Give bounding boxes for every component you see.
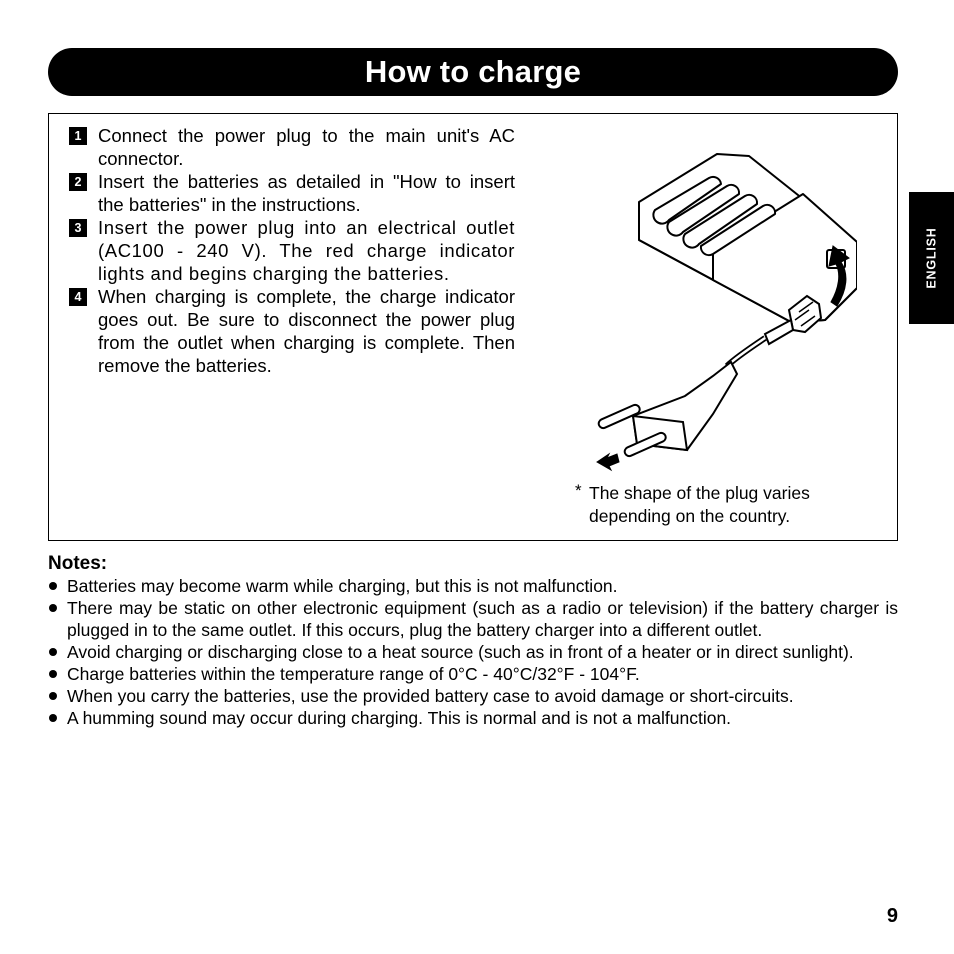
notes-list	[48, 575, 898, 729]
bullet-icon	[49, 692, 57, 700]
note-item	[48, 641, 898, 663]
step-number-badge: 4	[69, 288, 87, 306]
instructions-box	[48, 113, 898, 541]
note-item	[48, 597, 898, 641]
page-title: How to charge	[364, 54, 582, 89]
note-text: There may be static on other electronic equipment (such as a radio or television) if the battery charger is plugged in to the same outlet. If this occurs, plug the battery charger into a different outlet.	[67, 598, 898, 640]
step-2	[69, 170, 515, 216]
note-item	[48, 663, 898, 685]
step-text: Connect the power plug to the main unit's AC connector.	[98, 125, 515, 169]
bullet-icon	[49, 604, 57, 612]
language-tab-label: ENGLISH	[924, 227, 939, 289]
note-text: When you carry the batteries, use the provided battery case to avoid damage or short-circuits.	[67, 686, 794, 706]
notes-heading: Notes:	[48, 553, 108, 574]
step-text: Insert the power plug into an electrical outlet (AC100 - 240 V). The red charge indicator lights and begins charging the batteries.	[98, 217, 515, 284]
page-number: 9	[886, 905, 898, 927]
title-bar	[48, 48, 898, 96]
note-text: Charge batteries within the temperature range of 0°C - 40°C/32°F - 104°F.	[67, 664, 640, 684]
note-item	[48, 707, 898, 729]
footnote-marker: *	[575, 481, 582, 500]
bullet-icon	[49, 648, 57, 656]
step-number-badge: 1	[69, 127, 87, 145]
cord-wire-inner	[727, 338, 765, 366]
step-4	[69, 285, 515, 377]
bullet-icon	[49, 582, 57, 590]
bullet-icon	[49, 670, 57, 678]
language-tab	[909, 192, 954, 324]
note-text: Batteries may become warm while charging, but this is not malfunction.	[67, 576, 618, 596]
charger-unit	[639, 154, 857, 322]
charger-illustration	[537, 150, 857, 480]
step-text: Insert the batteries as detailed in "How to insert the batteries" in the instructions.	[98, 171, 515, 215]
plug-footnote	[575, 482, 875, 528]
cord-strain-relief	[765, 320, 793, 344]
step-3	[69, 216, 515, 285]
note-text: Avoid charging or discharging close to a heat source (such as in front of a heater or in direct sunlight).	[67, 642, 854, 662]
note-text: A humming sound may occur during charging. This is normal and is not a malfunction.	[67, 708, 732, 728]
step-number-badge: 3	[69, 219, 87, 237]
note-item	[48, 575, 898, 597]
step-number-badge: 2	[69, 173, 87, 191]
step-text: When charging is complete, the charge indicator goes out. Be sure to disconnect the power plug from the outlet when charging is complete. Then remove the batteries.	[98, 286, 515, 376]
note-item	[48, 685, 898, 707]
step-1	[69, 124, 515, 170]
step-list	[69, 124, 515, 377]
unplug-arrow-icon	[597, 454, 619, 470]
bullet-icon	[49, 714, 57, 722]
footnote-text: The shape of the plug varies depending on the country.	[589, 483, 810, 526]
